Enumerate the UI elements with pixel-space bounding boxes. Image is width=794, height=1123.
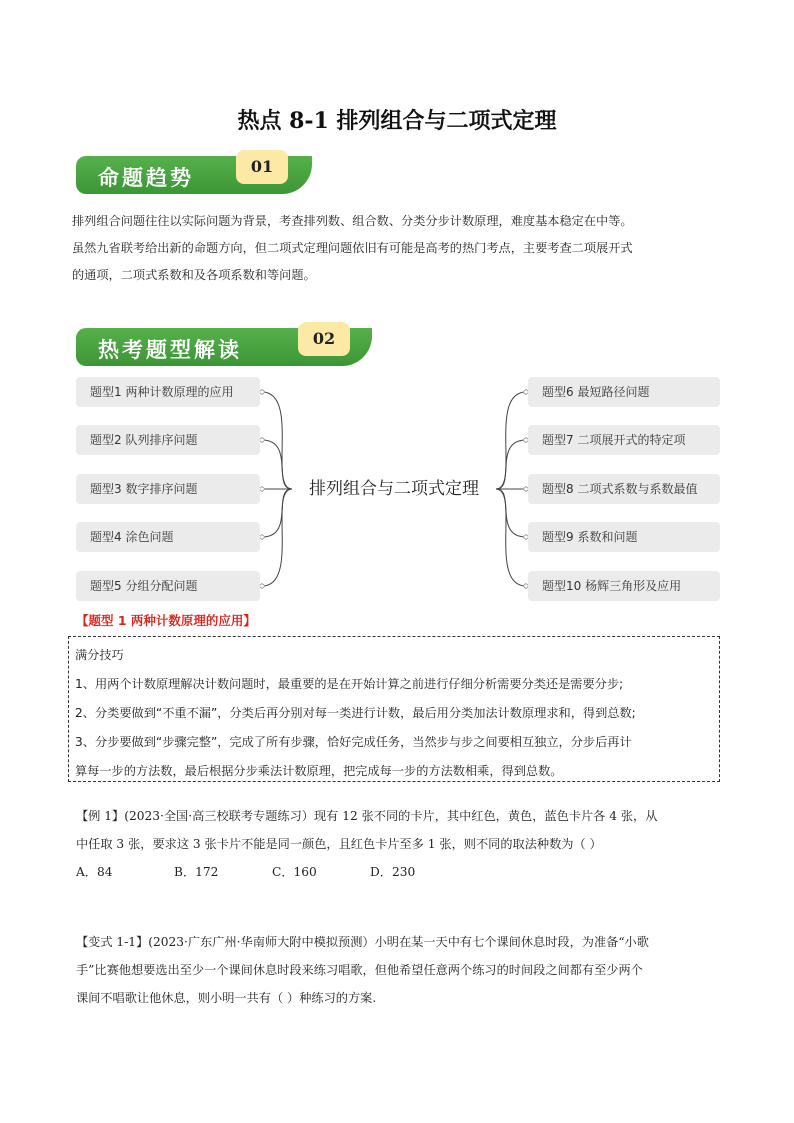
variant-1-1 — [76, 928, 726, 1012]
mindmap-item-type10: 题型10 杨辉三角形及应用 — [528, 571, 720, 601]
tips-line: 2、分类要做到“不重不漏”，分类后再分别对每一类进行计数，最后用分类加法计数原理求和，得到总数; — [75, 706, 636, 720]
page-title: 热点 8-1 排列组合与二项式定理 — [237, 108, 557, 134]
type1-heading: 【题型 1 两种计数原理的应用】 — [76, 613, 256, 628]
example-1 — [76, 802, 726, 886]
trend-line: 的通项，二项式系数和及各项系数和等问题。 — [72, 268, 316, 282]
variant-line: 手”比赛他想要选出至少一个课间休息时段来练习唱歌，但他希望任意两个练习的时间段之间都有至少两个 — [76, 963, 643, 977]
banner-number: 01 — [236, 150, 288, 184]
mindmap-item-type1: 题型1 两种计数原理的应用 — [76, 377, 260, 407]
tips-line: 1、用两个计数原理解决计数问题时，最重要的是在开始计算之前进行仔细分析需要分类还是需要分步; — [75, 677, 624, 691]
trend-line: 排列组合问题往往以实际问题为背景，考查排列数、组合数、分类分步计数原理，难度基本稳定在中等。 — [72, 214, 633, 228]
mindmap-item-type8: 题型8 二项式系数与系数最值 — [528, 474, 720, 504]
banner-number: 02 — [298, 322, 350, 356]
tips-box — [68, 636, 720, 782]
banner-label: 热考题型解读 — [98, 337, 242, 362]
mindmap-item-type9: 题型9 系数和问题 — [528, 522, 720, 552]
mindmap-center: 排列组合与二项式定理 — [309, 479, 479, 499]
variant-line: 【变式 1-1】(2023·广东广州·华南师大附中模拟预测）小明在某一天中有七个课间休息时段，为准备“小歌 — [76, 935, 649, 949]
example-options — [76, 858, 726, 886]
mindmap-item-type7: 题型7 二项展开式的特定项 — [528, 425, 720, 455]
mindmap-item-type2: 题型2 队列排序问题 — [76, 425, 260, 455]
option-a: A．84 — [76, 865, 113, 879]
mindmap-item-type4: 题型4 涂色问题 — [76, 522, 260, 552]
variant-line: 课间不唱歌让他休息，则小明一共有（ ）种练习的方案. — [76, 991, 377, 1005]
tips-line: 3、分步要做到“步骤完整”，完成了所有步骤，恰好完成任务，当然步与步之间要相互独立，分步后再计 — [75, 735, 632, 749]
mindmap-item-type3: 题型3 数字排序问题 — [76, 474, 260, 504]
banner-label: 命题趋势 — [98, 165, 194, 190]
example-line: 【例 1】(2023·全国·高三校联考专题练习）现有 12 张不同的卡片，其中红色，黄色，蓝色卡片各 4 张，从 — [76, 809, 658, 823]
option-c: C．160 — [272, 865, 317, 879]
tips-title: 满分技巧 — [75, 648, 124, 662]
option-d: D．230 — [370, 865, 416, 879]
tips-line: 算每一步的方法数，最后根据分步乘法计数原理，把完成每一步的方法数相乘，得到总数。 — [75, 764, 563, 778]
mindmap-item-type5: 题型5 分组分配问题 — [76, 571, 260, 601]
example-line: 中任取 3 张，要求这 3 张卡片不能是同一颜色，且红色卡片至多 1 张，则不同的取法种数为（ ） — [76, 837, 602, 851]
mindmap-item-type6: 题型6 最短路径问题 — [528, 377, 720, 407]
trend-line: 虽然九省联考给出新的命题方向，但二项式定理问题依旧有可能是高考的热门考点，主要考查二项展开式 — [72, 241, 633, 255]
option-b: B．172 — [174, 865, 219, 879]
